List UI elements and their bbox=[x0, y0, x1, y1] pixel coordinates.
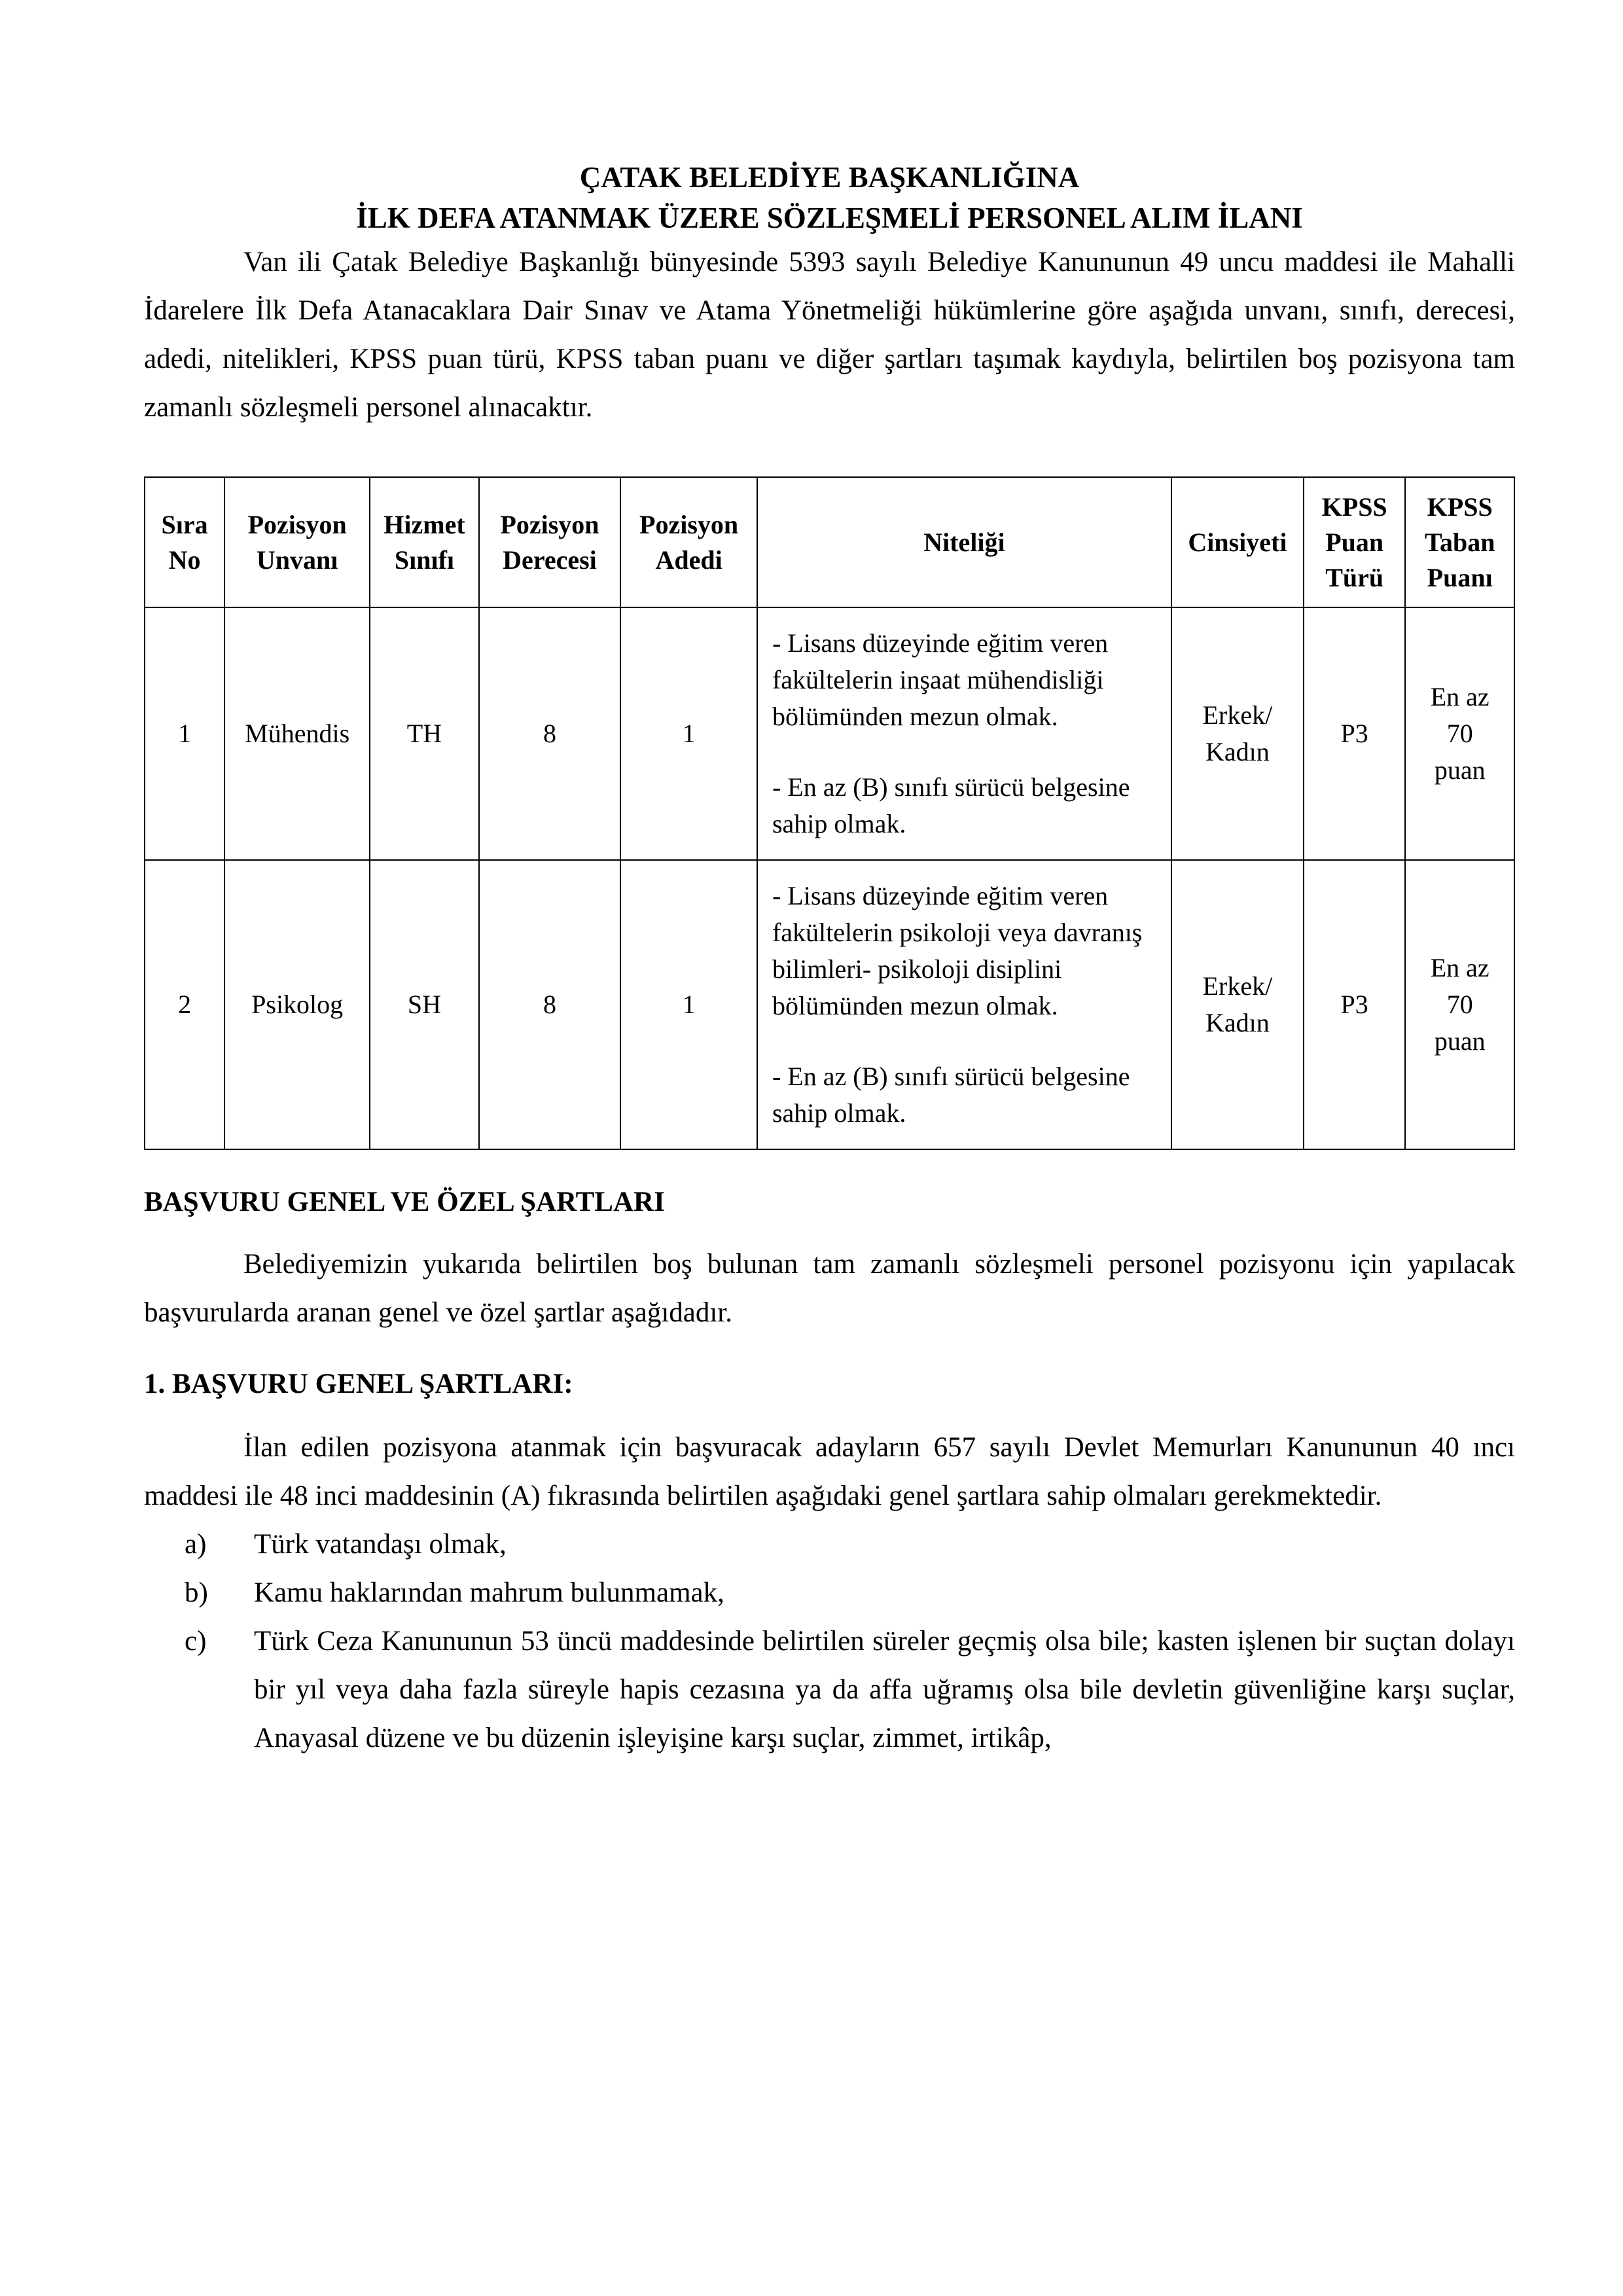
cell-hizmet-sinifi: TH bbox=[370, 607, 479, 860]
niteligi-part-1: - Lisans düzeyinde eğitim veren fakültelerin inşaat mühendisliği bölümünden mezun olmak. bbox=[772, 628, 1109, 731]
cinsiyeti-line: Kadın bbox=[1205, 1008, 1270, 1037]
column-header-pozisyon-derecesi bbox=[479, 477, 621, 607]
table-header-row bbox=[145, 477, 1514, 607]
cell-pozisyon-adedi: 1 bbox=[620, 860, 757, 1149]
cell-sira-no: 1 bbox=[145, 607, 224, 860]
cell-kpss-puan-turu: P3 bbox=[1304, 607, 1405, 860]
document-content bbox=[144, 157, 1515, 1763]
header-line: Sınıfı bbox=[394, 545, 455, 575]
cell-kpss-taban-puani bbox=[1405, 607, 1514, 860]
cell-niteligi bbox=[757, 860, 1171, 1149]
niteligi-part-1: - Lisans düzeyinde eğitim veren fakültelerin psikoloji veya davranış bilimleri- psikoloji disiplini bölümünden mezun olmak. bbox=[772, 881, 1143, 1020]
cell-pozisyon-derecesi: 8 bbox=[479, 860, 621, 1149]
cell-pozisyon-adedi: 1 bbox=[620, 607, 757, 860]
cinsiyeti-line: Kadın bbox=[1205, 737, 1270, 766]
taban-line: En az bbox=[1430, 953, 1489, 982]
spacer-before-table bbox=[144, 432, 1515, 476]
list-item-marker: b) bbox=[185, 1577, 208, 1608]
list-item-marker: c) bbox=[185, 1626, 207, 1657]
taban-line: puan bbox=[1434, 1026, 1486, 1056]
section-heading-genel-sartlari: 1. BAŞVURU GENEL ŞARTLARI: bbox=[144, 1369, 573, 1399]
cinsiyeti-line: Erkek/ bbox=[1202, 971, 1273, 1001]
header-line: Pozisyon bbox=[500, 509, 599, 539]
basvuru-sartlari-paragraph: Belediyemizin yukarıda belirtilen boş bulunan tam zamanlı sözleşmeli personel pozisyonu için yapılacak başvurularda aranan genel ve özel şartlar aşağıdadır. bbox=[144, 1249, 1515, 1328]
header-line: Hizmet bbox=[383, 509, 465, 539]
cinsiyeti-line: Erkek/ bbox=[1202, 700, 1273, 730]
cell-pozisyon-derecesi: 8 bbox=[479, 607, 621, 860]
cell-pozisyon-unvani: Mühendis bbox=[224, 607, 370, 860]
document-title-line-2: İLK DEFA ATANMAK ÜZERE SÖZLEŞMELİ PERSONEL ALIM İLANI bbox=[356, 202, 1303, 234]
header-line: Derecesi bbox=[503, 545, 597, 575]
niteligi-part-2: - En az (B) sınıfı sürücü belgesine sahip olmak. bbox=[772, 772, 1130, 838]
column-header-kpss-taban-puani bbox=[1405, 477, 1514, 607]
list-item bbox=[144, 1520, 1515, 1569]
header-line: Taban bbox=[1424, 527, 1495, 557]
cell-cinsiyeti bbox=[1171, 607, 1304, 860]
cell-kpss-taban-puani bbox=[1405, 860, 1514, 1149]
table-row bbox=[145, 860, 1514, 1149]
cell-cinsiyeti bbox=[1171, 860, 1304, 1149]
list-item-text: Türk Ceza Kanununun 53 üncü maddesinde belirtilen süreler geçmiş olsa bile; kasten işlenen bir suçtan dolayı bir yıl veya daha fazla süreyle hapis cezasına ya da affa uğramış olsa bile devletin güvenliğine karşı suçlar, Anayasal düzene ve bu düzenin işleyişine karşı suçlar, zimmet, irtikâp, bbox=[254, 1626, 1515, 1753]
spacer bbox=[144, 1337, 1515, 1365]
spacer bbox=[144, 1222, 1515, 1240]
header-line: Puan bbox=[1325, 527, 1384, 557]
list-item-text: Türk vatandaşı olmak, bbox=[254, 1529, 507, 1560]
niteligi-part-2: - En az (B) sınıfı sürücü belgesine sahip olmak. bbox=[772, 1062, 1130, 1128]
header-line: KPSS bbox=[1321, 492, 1387, 522]
header-line: Türü bbox=[1325, 562, 1384, 592]
positions-table bbox=[144, 476, 1515, 1150]
cell-kpss-puan-turu: P3 bbox=[1304, 860, 1405, 1149]
header-line: Pozisyon bbox=[247, 509, 347, 539]
table-row bbox=[145, 607, 1514, 860]
list-item bbox=[144, 1617, 1515, 1763]
taban-line: 70 bbox=[1446, 719, 1473, 748]
header-line: Puanı bbox=[1427, 562, 1493, 592]
cell-sira-no: 2 bbox=[145, 860, 224, 1149]
niteligi-gap bbox=[772, 1024, 1159, 1058]
header-line: Pozisyon bbox=[639, 509, 739, 539]
cell-niteligi bbox=[757, 607, 1171, 860]
header-line: No bbox=[168, 545, 201, 575]
taban-line: 70 bbox=[1446, 990, 1473, 1019]
table-body bbox=[145, 607, 1514, 1149]
list-item-text: Kamu haklarından mahrum bulunmamak, bbox=[254, 1577, 724, 1608]
list-item bbox=[144, 1569, 1515, 1617]
taban-line: puan bbox=[1434, 755, 1486, 785]
header-line: Unvanı bbox=[256, 545, 338, 575]
taban-line: En az bbox=[1430, 682, 1489, 711]
intro-paragraph: Van ili Çatak Belediye Başkanlığı bünyesinde 5393 sayılı Belediye Kanununun 49 uncu maddesi ile Mahalli İdarelere İlk Defa Atanacaklara Dair Sınav ve Atama Yönetmeliği hükümlerine göre aşağıda unvanı, sınıfı, derecesi, adedi, nitelikleri, KPSS puan türü, KPSS taban puanı ve diğer şartları taşımak kaydıyla, belirtilen boş pozisyona tam zamanlı sözleşmeli personel alınacaktır. bbox=[144, 247, 1515, 423]
general-conditions-list bbox=[144, 1520, 1515, 1763]
header-line: KPSS bbox=[1427, 492, 1493, 522]
spacer-after-table bbox=[144, 1150, 1515, 1183]
document-title-line-1: ÇATAK BELEDİYE BAŞKANLIĞINA bbox=[579, 161, 1080, 194]
column-header-hizmet-sinifi bbox=[370, 477, 479, 607]
niteligi-gap bbox=[772, 735, 1159, 769]
cell-pozisyon-unvani: Psikolog bbox=[224, 860, 370, 1149]
section-heading-basvuru-sartlari: BAŞVURU GENEL VE ÖZEL ŞARTLARI bbox=[144, 1187, 665, 1217]
column-header-niteligi: Niteliği bbox=[757, 477, 1171, 607]
column-header-cinsiyeti: Cinsiyeti bbox=[1171, 477, 1304, 607]
header-line: Sıra bbox=[161, 509, 208, 539]
column-header-kpss-puan-turu bbox=[1304, 477, 1405, 607]
spacer bbox=[144, 1404, 1515, 1424]
cell-hizmet-sinifi: SH bbox=[370, 860, 479, 1149]
column-header-pozisyon-adedi bbox=[620, 477, 757, 607]
column-header-sira-no bbox=[145, 477, 224, 607]
column-header-pozisyon-unvani bbox=[224, 477, 370, 607]
header-line: Adedi bbox=[655, 545, 722, 575]
genel-sartlari-paragraph: İlan edilen pozisyona atanmak için başvuracak adayların 657 sayılı Devlet Memurları Kanununun 40 ıncı maddesi ile 48 inci maddesinin (A) fıkrasında belirtilen aşağıdaki genel şartlara sahip olmaları gerekmektedir. bbox=[144, 1432, 1515, 1511]
list-item-marker: a) bbox=[185, 1529, 207, 1560]
table-header bbox=[145, 477, 1514, 607]
